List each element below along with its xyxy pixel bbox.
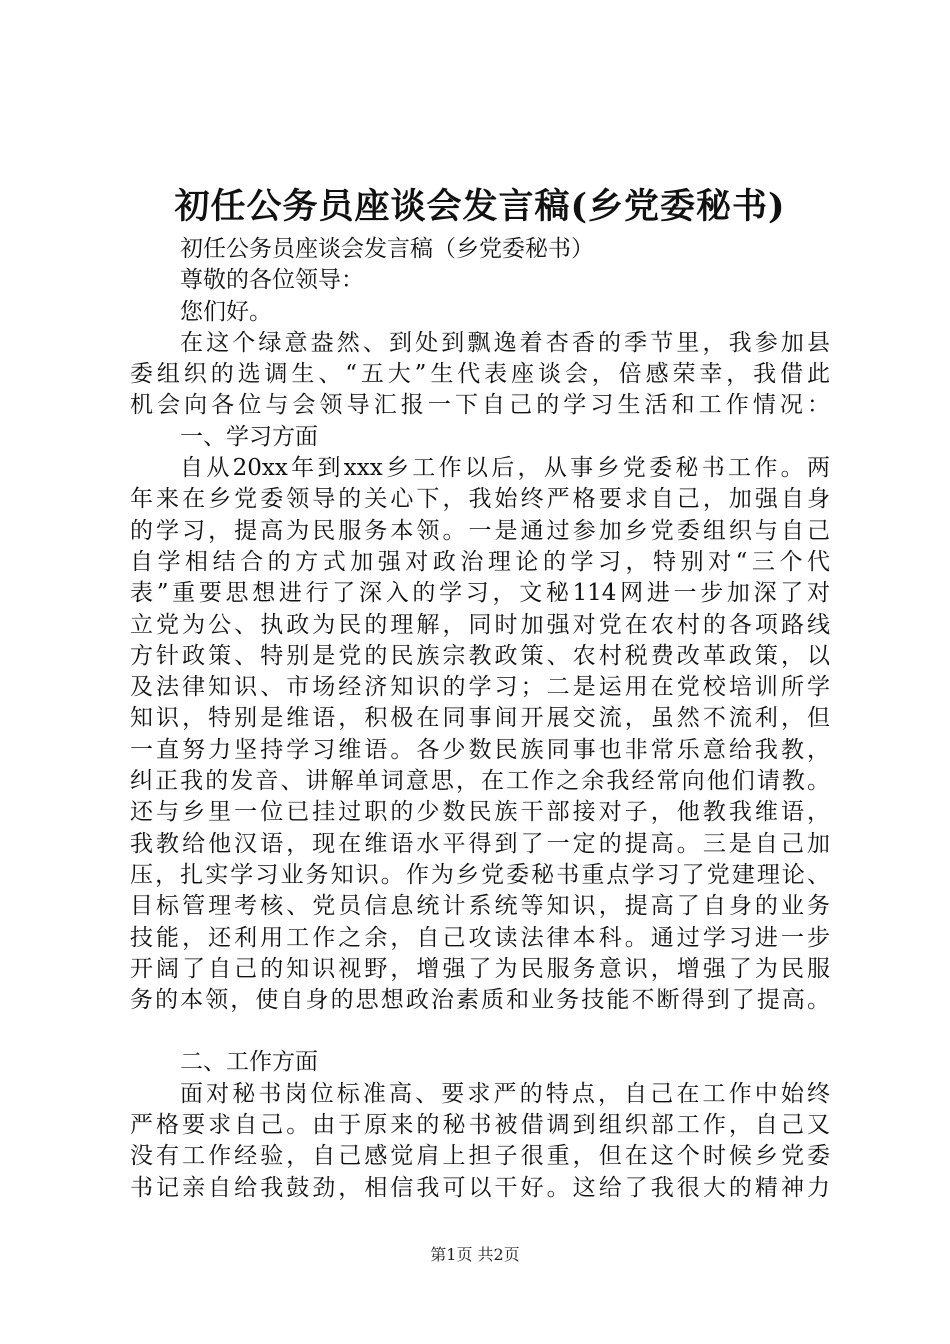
document-body: [130, 234, 830, 1204]
paragraph-line: 立党为公、执政为民的理解，同时加强对党在农村的各项路线: [130, 611, 830, 638]
paragraph-line: 机会向各位与会领导汇报一下自己的学习生活和工作情况：: [130, 392, 830, 419]
paragraph-line: 年来在乡党委领导的关心下，我始终严格要求自己，加强自身: [130, 486, 830, 513]
paragraph-line: 纠正我的发音、讲解单词意思，在工作之余我经常向他们请教。: [130, 768, 830, 795]
paragraph-line: 委组织的选调生、“五大”生代表座谈会，倍感荣幸，我借此: [130, 361, 830, 388]
paragraph-line: 自学相结合的方式加强对政治理论的学习，特别对“三个代: [130, 548, 830, 575]
paragraph-line: 严格要求自己。由于原来的秘书被借调到组织部工作，自己又: [130, 1112, 830, 1139]
document-subtitle: 初任公务员座谈会发言稿（乡党委秘书）: [180, 236, 594, 262]
paragraph-line: 面对秘书岗位标准高、要求严的特点，自己在工作中始终: [180, 1080, 830, 1107]
paragraph-line: 还与乡里一位已挂过职的少数民族干部接对子，他教我维语，: [130, 799, 830, 826]
paragraph-line: 我教给他汉语，现在维语水平得到了一定的提高。三是自己加: [130, 830, 830, 857]
paragraph-line: 知识，特别是维语，积极在同事间开展交流，虽然不流利，但: [130, 705, 830, 732]
salutation: 尊敬的各位领导：: [180, 267, 364, 294]
paragraph-line: 目标管理考核、党员信息统计系统等知识，提高了自身的业务: [130, 893, 830, 920]
paragraph-line: 技能，还利用工作之余，自己攻读法律本科。通过学习进一步: [130, 924, 830, 951]
paragraph-line: 压，扎实学习业务知识。作为乡党委秘书重点学习了党建理论、: [130, 861, 830, 888]
paragraph-line: 务的本领，使自身的思想政治素质和业务技能不断得到了提高。: [130, 987, 830, 1014]
paragraph-line: 书记亲自给我鼓劲，相信我可以干好。这给了我很大的精神力: [130, 1174, 830, 1201]
paragraph-line: 表”重要思想进行了深入的学习，文秘114网进一步加深了对: [130, 580, 830, 607]
paragraph-line: 一直努力坚持学习维语。各少数民族同事也非常乐意给我教，: [130, 736, 830, 763]
paragraph-line: 自从20xx年到xxx乡工作以后，从事乡党委秘书工作。两: [180, 455, 830, 482]
greeting: 您们好。: [180, 298, 272, 325]
paragraph-line: 方针政策、特别是党的民族宗教政策、农村税费改革政策，以: [130, 642, 830, 669]
paragraph-line: 的学习，提高为民服务本领。一是通过参加乡党委组织与自己: [130, 517, 830, 544]
paragraph-gap: [130, 1016, 830, 1047]
page-number-footer: 第1页 共2页: [430, 1245, 520, 1264]
paragraph-line: 在这个绿意盎然、到处到飘逸着杏香的季节里，我参加县: [180, 329, 830, 356]
section-heading-work: 二、工作方面: [180, 1049, 318, 1076]
section-heading-study: 一、学习方面: [180, 423, 318, 450]
document-title: 初任公务员座谈会发言稿(乡党委秘书): [174, 186, 786, 227]
paragraph-line: 开阔了自己的知识视野，增强了为民服务意识，增强了为民服: [130, 955, 830, 982]
paragraph-line: 没有工作经验，自己感觉肩上担子很重，但在这个时候乡党委: [130, 1143, 830, 1170]
paragraph-line: 及法律知识、市场经济知识的学习；二是运用在党校培训所学: [130, 674, 830, 701]
